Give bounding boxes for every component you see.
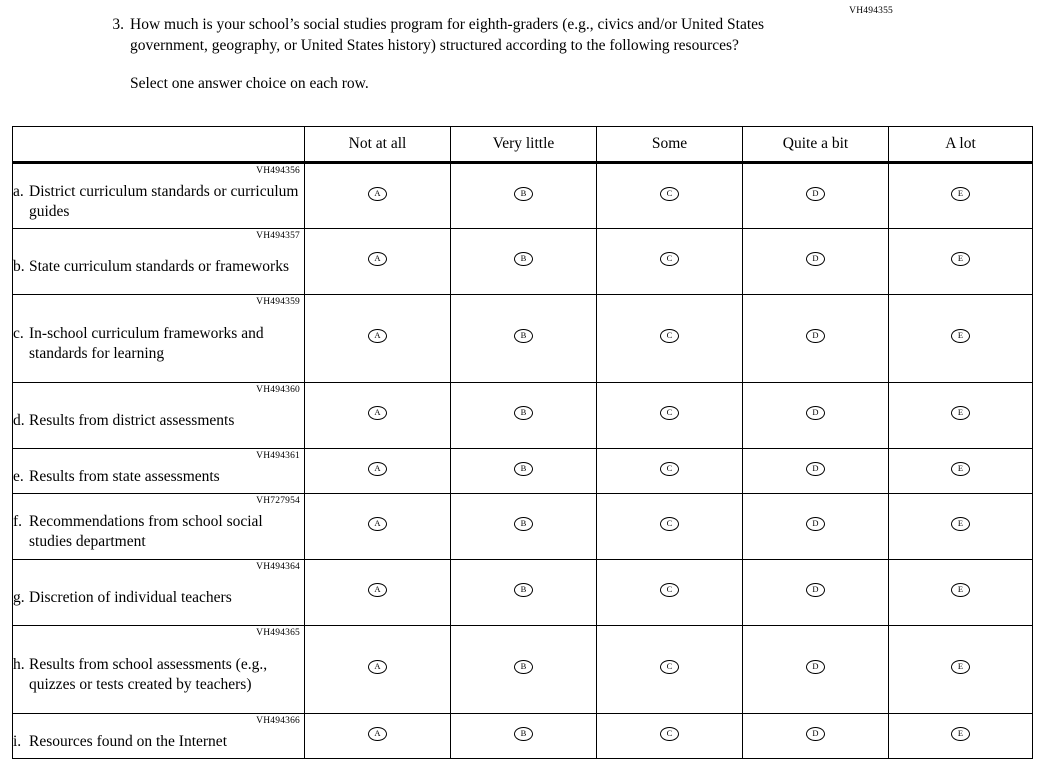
radio-glyph: E [957, 462, 964, 473]
radio-glyph: A [374, 407, 381, 417]
table-row [13, 295, 1033, 383]
radio-some[interactable] [597, 714, 743, 759]
radio-a-lot[interactable] [889, 626, 1033, 714]
radio-bubble[interactable] [368, 187, 387, 201]
row-item-code: VH494356 [256, 166, 300, 176]
radio-very-little[interactable] [451, 714, 597, 759]
matrix-header-quite-a-bit: Quite a bit [743, 127, 889, 163]
radio-quite-a-bit[interactable] [743, 714, 889, 759]
radio-some[interactable] [597, 560, 743, 626]
row-stem [13, 560, 305, 626]
radio-bubble[interactable] [368, 727, 387, 741]
table-row [13, 229, 1033, 295]
radio-not-at-all[interactable] [305, 163, 451, 229]
radio-bubble[interactable] [514, 329, 533, 343]
radio-glyph: E [957, 407, 964, 417]
radio-quite-a-bit[interactable] [743, 449, 889, 494]
radio-very-little[interactable] [451, 295, 597, 383]
question-block [96, 14, 826, 94]
radio-not-at-all[interactable] [305, 449, 451, 494]
radio-bubble[interactable] [951, 252, 970, 266]
radio-glyph: A [374, 661, 381, 671]
radio-glyph: D [812, 727, 819, 738]
radio-very-little[interactable] [451, 383, 597, 449]
radio-glyph: C [666, 407, 673, 417]
radio-bubble[interactable] [660, 252, 679, 266]
table-row [13, 494, 1033, 560]
row-item-code: VH494360 [256, 385, 300, 395]
radio-glyph: B [520, 584, 527, 594]
row-letter: g. [13, 589, 25, 606]
radio-glyph: E [957, 661, 964, 671]
radio-some[interactable] [597, 449, 743, 494]
radio-some[interactable] [597, 295, 743, 383]
radio-bubble[interactable] [951, 187, 970, 201]
question-number: 3. [112, 16, 124, 33]
row-item-code: VH494365 [256, 628, 300, 638]
table-row [13, 626, 1033, 714]
table-row [13, 383, 1033, 449]
radio-not-at-all[interactable] [305, 626, 451, 714]
radio-bubble[interactable] [806, 660, 825, 674]
radio-glyph: E [957, 253, 964, 263]
radio-a-lot[interactable] [889, 383, 1033, 449]
radio-glyph: B [520, 518, 527, 528]
question-instruction: Select one answer choice on each row. [130, 75, 369, 92]
matrix-header-not-at-all: Not at all [305, 127, 451, 163]
row-item-code: VH494364 [256, 562, 300, 572]
question-text: How much is your school’s social studies program for eighth-graders (e.g., civics and/or United States government, geography, or United States history) structured according to the following resources? [130, 16, 765, 54]
row-label: Discretion of individual teachers [29, 589, 232, 606]
radio-bubble[interactable] [514, 517, 533, 531]
row-letter: e. [13, 467, 24, 485]
matrix-header [13, 127, 1033, 163]
radio-bubble[interactable] [951, 660, 970, 674]
radio-bubble[interactable] [514, 252, 533, 266]
radio-bubble[interactable] [514, 583, 533, 597]
radio-bubble[interactable] [951, 462, 970, 476]
row-label: Results from school assessments (e.g., quizzes or tests created by teachers) [29, 656, 268, 693]
radio-glyph: A [374, 187, 381, 198]
matrix-header-stem [13, 127, 305, 163]
radio-glyph: C [666, 584, 673, 594]
radio-glyph: B [520, 407, 527, 417]
radio-glyph: E [957, 330, 964, 340]
radio-some[interactable] [597, 494, 743, 560]
row-letter: h. [13, 656, 25, 673]
radio-glyph: D [812, 407, 819, 417]
radio-bubble[interactable] [660, 583, 679, 597]
radio-very-little[interactable] [451, 229, 597, 295]
radio-glyph: B [520, 253, 527, 263]
radio-bubble[interactable] [660, 517, 679, 531]
radio-bubble[interactable] [660, 187, 679, 201]
radio-bubble[interactable] [806, 187, 825, 201]
radio-a-lot[interactable] [889, 494, 1033, 560]
radio-bubble[interactable] [514, 406, 533, 420]
radio-bubble[interactable] [806, 462, 825, 476]
radio-glyph: D [812, 462, 819, 473]
row-label: In-school curriculum frameworks and standards for learning [29, 325, 264, 362]
row-item-code: VH494366 [256, 716, 300, 726]
radio-glyph: A [374, 727, 381, 738]
row-item-code: VH494357 [256, 231, 300, 241]
radio-a-lot[interactable] [889, 449, 1033, 494]
radio-quite-a-bit[interactable] [743, 229, 889, 295]
radio-glyph: A [374, 253, 381, 263]
row-stem [13, 626, 305, 714]
radio-bubble[interactable] [514, 187, 533, 201]
table-row [13, 449, 1033, 494]
radio-glyph: B [520, 187, 527, 198]
radio-glyph: C [666, 187, 673, 198]
radio-very-little[interactable] [451, 560, 597, 626]
radio-a-lot[interactable] [889, 714, 1033, 759]
table-row [13, 163, 1033, 229]
radio-glyph: D [812, 330, 819, 340]
radio-bubble[interactable] [514, 660, 533, 674]
row-stem [13, 714, 305, 759]
radio-some[interactable] [597, 383, 743, 449]
row-letter: d. [13, 412, 25, 429]
radio-bubble[interactable] [806, 583, 825, 597]
radio-glyph: A [374, 330, 381, 340]
row-label: Resources found on the Internet [29, 732, 227, 750]
radio-bubble[interactable] [368, 517, 387, 531]
radio-glyph: A [374, 462, 381, 473]
radio-not-at-all[interactable] [305, 295, 451, 383]
radio-quite-a-bit[interactable] [743, 626, 889, 714]
row-item-code: VH494359 [256, 297, 300, 307]
radio-bubble[interactable] [368, 329, 387, 343]
radio-very-little[interactable] [451, 449, 597, 494]
radio-a-lot[interactable] [889, 295, 1033, 383]
radio-bubble[interactable] [806, 727, 825, 741]
row-letter: c. [13, 325, 24, 342]
radio-glyph: D [812, 253, 819, 263]
matrix-header-some: Some [597, 127, 743, 163]
radio-a-lot[interactable] [889, 163, 1033, 229]
radio-bubble[interactable] [660, 660, 679, 674]
radio-bubble[interactable] [660, 406, 679, 420]
row-label: Results from state assessments [29, 467, 220, 485]
radio-very-little[interactable] [451, 494, 597, 560]
radio-glyph: A [374, 518, 381, 528]
radio-glyph: A [374, 584, 381, 594]
radio-glyph: C [666, 462, 673, 473]
radio-glyph: D [812, 518, 819, 528]
radio-bubble[interactable] [951, 406, 970, 420]
row-letter: i. [13, 732, 22, 750]
radio-bubble[interactable] [514, 727, 533, 741]
radio-bubble[interactable] [806, 329, 825, 343]
radio-bubble[interactable] [368, 660, 387, 674]
row-stem [13, 449, 305, 494]
radio-glyph: E [957, 187, 964, 198]
row-letter: b. [13, 258, 25, 275]
radio-bubble[interactable] [368, 462, 387, 476]
table-row [13, 560, 1033, 626]
radio-quite-a-bit[interactable] [743, 295, 889, 383]
radio-glyph: B [520, 330, 527, 340]
radio-not-at-all[interactable] [305, 229, 451, 295]
matrix-body [13, 163, 1033, 759]
radio-a-lot[interactable] [889, 229, 1033, 295]
radio-bubble[interactable] [806, 406, 825, 420]
row-label: District curriculum standards or curriculum guides [29, 182, 299, 220]
radio-glyph: E [957, 518, 964, 528]
radio-glyph: B [520, 727, 527, 738]
radio-a-lot[interactable] [889, 560, 1033, 626]
row-stem [13, 295, 305, 383]
radio-very-little[interactable] [451, 626, 597, 714]
radio-bubble[interactable] [660, 727, 679, 741]
matrix-header-very-little: Very little [451, 127, 597, 163]
radio-quite-a-bit[interactable] [743, 383, 889, 449]
radio-bubble[interactable] [660, 329, 679, 343]
radio-bubble[interactable] [368, 406, 387, 420]
page-item-code: VH494355 [849, 6, 893, 16]
radio-bubble[interactable] [951, 583, 970, 597]
radio-glyph: B [520, 462, 527, 473]
radio-glyph: D [812, 584, 819, 594]
row-stem [13, 383, 305, 449]
row-stem [13, 163, 305, 229]
table-row [13, 714, 1033, 759]
radio-bubble[interactable] [368, 252, 387, 266]
radio-glyph: D [812, 661, 819, 671]
radio-not-at-all[interactable] [305, 714, 451, 759]
radio-bubble[interactable] [368, 583, 387, 597]
row-item-code: VH494361 [256, 451, 300, 461]
radio-glyph: C [666, 253, 673, 263]
radio-bubble[interactable] [951, 329, 970, 343]
row-item-code: VH727954 [256, 496, 300, 506]
radio-glyph: B [520, 661, 527, 671]
row-label: Recommendations from school social studies department [29, 513, 263, 550]
row-stem [13, 494, 305, 560]
matrix-header-a-lot: A lot [889, 127, 1033, 163]
radio-some[interactable] [597, 626, 743, 714]
radio-very-little[interactable] [451, 163, 597, 229]
radio-some[interactable] [597, 163, 743, 229]
row-stem [13, 229, 305, 295]
radio-quite-a-bit[interactable] [743, 560, 889, 626]
radio-quite-a-bit[interactable] [743, 163, 889, 229]
radio-not-at-all[interactable] [305, 560, 451, 626]
radio-bubble[interactable] [514, 462, 533, 476]
row-letter: f. [13, 513, 23, 530]
radio-bubble[interactable] [951, 727, 970, 741]
radio-glyph: C [666, 330, 673, 340]
radio-not-at-all[interactable] [305, 494, 451, 560]
radio-glyph: E [957, 584, 964, 594]
radio-bubble[interactable] [806, 252, 825, 266]
radio-glyph: C [666, 518, 673, 528]
radio-bubble[interactable] [951, 517, 970, 531]
radio-bubble[interactable] [660, 462, 679, 476]
radio-glyph: E [957, 727, 964, 738]
response-matrix [12, 126, 1033, 759]
radio-not-at-all[interactable] [305, 383, 451, 449]
row-letter: a. [13, 182, 24, 200]
radio-glyph: C [666, 727, 673, 738]
radio-quite-a-bit[interactable] [743, 494, 889, 560]
radio-bubble[interactable] [806, 517, 825, 531]
radio-some[interactable] [597, 229, 743, 295]
row-label: State curriculum standards or frameworks [29, 258, 289, 275]
radio-glyph: D [812, 187, 819, 198]
radio-glyph: C [666, 661, 673, 671]
row-label: Results from district assessments [29, 412, 235, 429]
question-row [96, 14, 826, 56]
